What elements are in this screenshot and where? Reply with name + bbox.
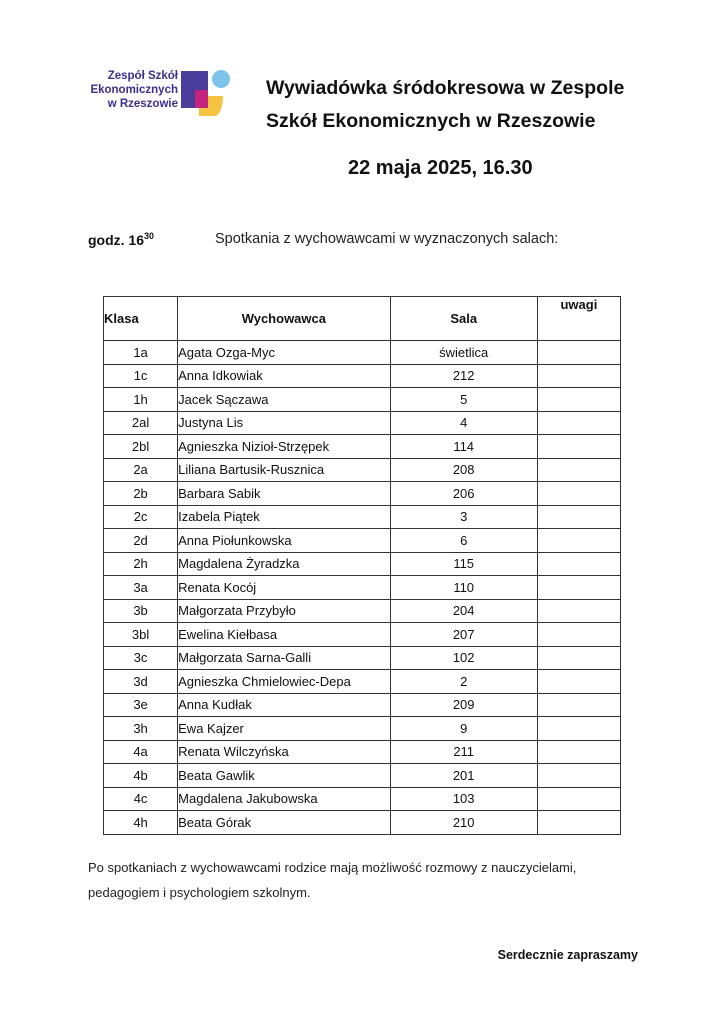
time-superscript: 30 bbox=[144, 231, 155, 241]
cell-wychowawca: Ewelina Kiełbasa bbox=[178, 623, 390, 647]
cell-uwagi bbox=[537, 717, 620, 741]
table-row bbox=[104, 482, 621, 506]
table-row bbox=[104, 693, 621, 717]
cell-uwagi bbox=[537, 787, 620, 811]
meeting-date: 22 maja 2025, 16.30 bbox=[348, 157, 533, 179]
cell-wychowawca: Justyna Lis bbox=[178, 411, 390, 435]
cell-uwagi bbox=[537, 764, 620, 788]
table-row bbox=[104, 435, 621, 459]
cell-wychowawca: Anna Piołunkowska bbox=[178, 529, 390, 553]
page-title bbox=[266, 72, 686, 138]
table-row bbox=[104, 576, 621, 600]
cell-klasa: 4c bbox=[104, 787, 178, 811]
cell-sala: 206 bbox=[390, 482, 537, 506]
title-line-2: Szkół Ekonomicznych w Rzeszowie bbox=[266, 110, 596, 132]
cell-sala: 212 bbox=[390, 364, 537, 388]
cell-klasa: 3h bbox=[104, 717, 178, 741]
cell-uwagi bbox=[537, 482, 620, 506]
table-row bbox=[104, 411, 621, 435]
meeting-subtitle: Spotkania z wychowawcami w wyznaczonych salach: bbox=[215, 231, 559, 247]
cell-uwagi bbox=[537, 623, 620, 647]
cell-sala: 3 bbox=[390, 505, 537, 529]
table-row bbox=[104, 740, 621, 764]
cell-wychowawca: Agata Ozga-Myc bbox=[178, 341, 390, 365]
table-row bbox=[104, 364, 621, 388]
cell-sala: 6 bbox=[390, 529, 537, 553]
cell-wychowawca: Ewa Kajzer bbox=[178, 717, 390, 741]
table-row bbox=[104, 552, 621, 576]
cell-klasa: 3b bbox=[104, 599, 178, 623]
cell-klasa: 4b bbox=[104, 764, 178, 788]
cell-klasa: 3d bbox=[104, 670, 178, 694]
cell-wychowawca: Renata Wilczyńska bbox=[178, 740, 390, 764]
table-row bbox=[104, 458, 621, 482]
table-row bbox=[104, 623, 621, 647]
cell-sala: 204 bbox=[390, 599, 537, 623]
cell-klasa: 2h bbox=[104, 552, 178, 576]
cell-uwagi bbox=[537, 341, 620, 365]
cell-sala: 115 bbox=[390, 552, 537, 576]
cell-wychowawca: Renata Kocój bbox=[178, 576, 390, 600]
cell-klasa: 2c bbox=[104, 505, 178, 529]
header-wychowawca: Wychowawca bbox=[178, 297, 390, 341]
table-row bbox=[104, 764, 621, 788]
table-row bbox=[104, 811, 621, 835]
cell-uwagi bbox=[537, 435, 620, 459]
table-row bbox=[104, 599, 621, 623]
cell-uwagi bbox=[537, 576, 620, 600]
logo-light-blue-dot bbox=[212, 70, 230, 88]
cell-klasa: 3bl bbox=[104, 623, 178, 647]
table-row bbox=[104, 388, 621, 412]
cell-sala: 209 bbox=[390, 693, 537, 717]
cell-sala: 4 bbox=[390, 411, 537, 435]
cell-sala: 207 bbox=[390, 623, 537, 647]
cell-klasa: 2bl bbox=[104, 435, 178, 459]
school-logo bbox=[88, 68, 233, 118]
title-line-1: Wywiadówka śródokresowa w Zespole bbox=[266, 77, 625, 99]
cell-klasa: 4h bbox=[104, 811, 178, 835]
cell-wychowawca: Liliana Bartusik-Rusznica bbox=[178, 458, 390, 482]
cell-uwagi bbox=[537, 811, 620, 835]
cell-uwagi bbox=[537, 529, 620, 553]
cell-wychowawca: Magdalena Jakubowska bbox=[178, 787, 390, 811]
table-row bbox=[104, 670, 621, 694]
cell-klasa: 2b bbox=[104, 482, 178, 506]
cell-uwagi bbox=[537, 599, 620, 623]
cell-wychowawca: Agnieszka Nizioł-Strzępek bbox=[178, 435, 390, 459]
cell-klasa: 1a bbox=[104, 341, 178, 365]
cell-uwagi bbox=[537, 740, 620, 764]
table-row bbox=[104, 717, 621, 741]
cell-wychowawca: Małgorzata Przybyło bbox=[178, 599, 390, 623]
cell-klasa: 4a bbox=[104, 740, 178, 764]
closing-text: Serdecznie zapraszamy bbox=[497, 948, 638, 962]
table-row bbox=[104, 529, 621, 553]
cell-wychowawca: Barbara Sabik bbox=[178, 482, 390, 506]
table-body bbox=[104, 341, 621, 835]
cell-wychowawca: Jacek Sączawa bbox=[178, 388, 390, 412]
cell-uwagi bbox=[537, 646, 620, 670]
cell-klasa: 1c bbox=[104, 364, 178, 388]
header-sala: Sala bbox=[390, 297, 537, 341]
time-prefix: godz. 16 bbox=[88, 232, 145, 248]
cell-wychowawca: Anna Idkowiak bbox=[178, 364, 390, 388]
cell-uwagi bbox=[537, 458, 620, 482]
header-uwagi: uwagi bbox=[537, 297, 620, 341]
cell-wychowawca: Izabela Piątek bbox=[178, 505, 390, 529]
schedule-table bbox=[103, 296, 621, 835]
cell-uwagi bbox=[537, 411, 620, 435]
meeting-time bbox=[88, 231, 154, 248]
cell-klasa: 3e bbox=[104, 693, 178, 717]
cell-sala: 208 bbox=[390, 458, 537, 482]
logo-line-1: Zespół Szkół bbox=[107, 70, 178, 82]
cell-uwagi bbox=[537, 670, 620, 694]
cell-uwagi bbox=[537, 364, 620, 388]
table-row bbox=[104, 341, 621, 365]
cell-wychowawca: Anna Kudłak bbox=[178, 693, 390, 717]
logo-text bbox=[88, 69, 178, 111]
cell-klasa: 1h bbox=[104, 388, 178, 412]
logo-line-2: Ekonomicznych bbox=[90, 84, 178, 96]
logo-mark-icon bbox=[181, 68, 231, 116]
cell-klasa: 3c bbox=[104, 646, 178, 670]
logo-line-3: w Rzeszowie bbox=[107, 98, 178, 110]
table-row bbox=[104, 646, 621, 670]
cell-sala: świetlica bbox=[390, 341, 537, 365]
cell-wychowawca: Małgorzata Sarna-Galli bbox=[178, 646, 390, 670]
cell-sala: 103 bbox=[390, 787, 537, 811]
cell-uwagi bbox=[537, 388, 620, 412]
cell-wychowawca: Agnieszka Chmielowiec-Depa bbox=[178, 670, 390, 694]
cell-sala: 114 bbox=[390, 435, 537, 459]
cell-uwagi bbox=[537, 505, 620, 529]
cell-sala: 210 bbox=[390, 811, 537, 835]
cell-wychowawca: Beata Gawlik bbox=[178, 764, 390, 788]
cell-sala: 2 bbox=[390, 670, 537, 694]
cell-wychowawca: Beata Górak bbox=[178, 811, 390, 835]
cell-sala: 211 bbox=[390, 740, 537, 764]
cell-uwagi bbox=[537, 552, 620, 576]
cell-wychowawca: Magdalena Żyradzka bbox=[178, 552, 390, 576]
header-klasa: Klasa bbox=[104, 297, 178, 341]
cell-klasa: 3a bbox=[104, 576, 178, 600]
cell-sala: 201 bbox=[390, 764, 537, 788]
cell-klasa: 2d bbox=[104, 529, 178, 553]
logo-magenta-block bbox=[195, 90, 208, 108]
note-paragraph: Po spotkaniach z wychowawcami rodzice mają możliwość rozmowy z nauczycielami, pedagogiem i psychologiem szkolnym. bbox=[88, 860, 577, 900]
cell-sala: 110 bbox=[390, 576, 537, 600]
cell-sala: 102 bbox=[390, 646, 537, 670]
table-row bbox=[104, 787, 621, 811]
cell-sala: 9 bbox=[390, 717, 537, 741]
cell-sala: 5 bbox=[390, 388, 537, 412]
cell-klasa: 2a bbox=[104, 458, 178, 482]
table-header-row bbox=[104, 297, 621, 341]
table-row bbox=[104, 505, 621, 529]
cell-klasa: 2al bbox=[104, 411, 178, 435]
cell-uwagi bbox=[537, 693, 620, 717]
